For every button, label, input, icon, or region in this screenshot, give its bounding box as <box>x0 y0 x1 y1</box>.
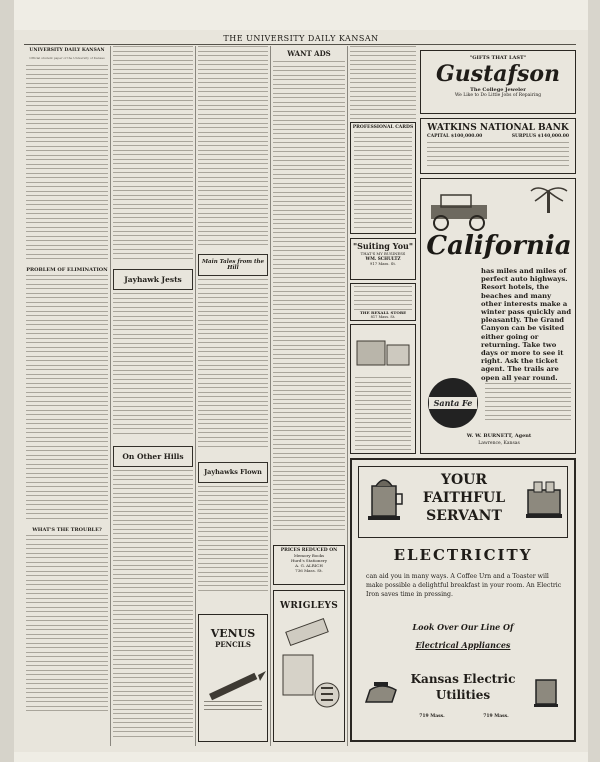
suiting-you-ad <box>350 238 416 280</box>
column-rule-1 <box>110 46 111 746</box>
california-agent: W. W. BURNETT, Agent <box>466 433 532 439</box>
column-rule-2 <box>195 46 196 746</box>
paper-subhead: Official student paper of the University of Kansas <box>29 56 105 60</box>
rexall-title: THE REXALL STORE <box>359 310 407 315</box>
want-ads-body <box>273 61 345 536</box>
california-title: California <box>426 231 572 261</box>
electricity-look: Look Over Our Line Of <box>412 622 514 632</box>
hill-tales-title: Main Tales from the Hill <box>201 259 265 271</box>
column-4-want-ads <box>273 46 345 536</box>
gustafson-name: Gustafson <box>435 61 561 87</box>
watkins-bank-ad <box>420 118 576 174</box>
on-other-hills-title: On Other Hills <box>122 452 184 461</box>
suiting-sub: THAT'S MY BUSINESS <box>360 251 406 256</box>
watkins-capital: CAPITAL $100,000.00 <box>427 134 483 139</box>
staff-box-text <box>26 65 108 265</box>
venus-name: VENUS <box>210 627 256 640</box>
electricity-addr-right: 719 Mass. <box>483 714 509 719</box>
prices-line-1: Memory Books <box>293 553 325 558</box>
jayhawks-flown-title: Jayhawks Flown <box>204 468 262 476</box>
candy-box-illustration <box>353 333 413 373</box>
palm-tree-illustration <box>529 183 569 213</box>
professional-cards-title: PROFESSIONAL CARDS <box>352 125 414 130</box>
masthead-rule <box>24 44 576 45</box>
electricity-company: Kansas Electric <box>410 672 516 686</box>
california-body: has miles and miles of perfect auto highways. Resort hotels, the beaches and many other interests make a winter pass quickly and pleasantly. The Grand Canyon can be visited either going or returning. Take two days or more to see it right. Ask the ticket agent. The trails are open all year round. <box>481 267 572 382</box>
prices-line-2: Hurd's Stationery <box>290 558 328 563</box>
santa-fe-logo-text: Santa Fe <box>433 398 473 408</box>
percolator-icon <box>526 674 566 710</box>
col5-top-body <box>350 46 416 131</box>
gum-pack-illustration <box>275 615 343 725</box>
page-shadow-right <box>588 0 600 762</box>
other-hills-body <box>113 470 193 746</box>
gustafson-tag: "GIFTS THAT LAST" <box>469 55 527 61</box>
professional-cards <box>350 122 416 234</box>
venus-sub: PENCILS <box>215 640 251 649</box>
gustafson-ad <box>420 50 576 114</box>
prices-line-4: 736 Mass. St. <box>295 568 323 573</box>
jests-body <box>113 293 193 443</box>
professional-cards-body <box>351 130 415 230</box>
pencil-illustration <box>200 653 266 723</box>
gustafson-line1: The College Jeweler <box>470 87 526 93</box>
want-ads-title: WANT ADS <box>287 49 331 58</box>
venus-pencils-ad <box>198 614 268 742</box>
column-2 <box>113 46 193 746</box>
toaster-icon <box>522 472 566 532</box>
rexall-addr: 817 Mass. St. <box>370 315 396 319</box>
wrigleys-ad <box>273 590 345 742</box>
electricity-headline: ELECTRICITY <box>393 546 533 564</box>
california-santa-fe-ad <box>420 178 576 454</box>
electricity-line3: SERVANT <box>426 508 502 524</box>
col2-top-body <box>113 46 193 266</box>
prices-line-3: A. G. ALRICH <box>295 563 323 568</box>
second-editorial-body <box>26 535 108 735</box>
candy-ad <box>350 324 416 454</box>
electricity-addr-left: 719 Mass. <box>419 714 445 719</box>
electricity-body: can aid you in many ways. A Coffee Urn and a Toaster will make possible a delightful breakfast in your room. An Electric Iron saves time in pressing. <box>366 573 562 598</box>
col3-top-body <box>198 46 268 251</box>
second-editorial-title: WHAT'S THE TROUBLE? <box>32 526 102 533</box>
electricity-company2: Utilities <box>435 688 491 702</box>
suiting-addr: 917 Mass. St. <box>369 261 397 266</box>
california-city: Lawrence, Kansas <box>478 441 520 446</box>
column-rule-3 <box>270 46 271 746</box>
automobile-illustration <box>425 185 501 235</box>
editorial-title: PROBLEM OF ELIMINATION <box>26 266 108 273</box>
watkins-name: WATKINS NATIONAL BANK <box>427 123 569 133</box>
jayhawk-jests-title: Jayhawk Jests <box>124 275 182 284</box>
coffee-urn-icon <box>362 472 406 532</box>
electricity-line2: FAITHFUL <box>422 490 506 506</box>
rexall-store-ad <box>350 283 416 321</box>
page-shadow-left <box>0 0 14 762</box>
watkins-surplus: SURPLUS $140,000.00 <box>511 134 569 139</box>
santa-fe-logo <box>425 375 481 431</box>
hill-tales-body <box>198 279 268 459</box>
column-1 <box>26 46 108 746</box>
masthead: THE UNIVERSITY DAILY KANSAN <box>223 34 379 43</box>
column-rule-4 <box>347 46 348 746</box>
electricity-appliances: Electrical Appliances <box>415 640 511 650</box>
electric-iron-icon <box>362 674 402 710</box>
prices-title: PRICES REDUCED ON <box>280 548 338 553</box>
wrigleys-name: WRIGLEYS <box>280 601 338 611</box>
paper-name: UNIVERSITY DAILY KANSAN <box>29 48 105 53</box>
prices-reduced-ad <box>273 545 345 585</box>
electricity-line1: YOUR <box>440 472 488 488</box>
gustafson-line2: We Like to Do Little Jobs of Repairing <box>454 93 542 98</box>
flown-body <box>198 486 268 606</box>
electricity-ad <box>350 458 576 742</box>
editorial-body <box>26 275 108 525</box>
santa-fe-body <box>485 383 571 423</box>
suiting-headline: "Suiting You" <box>352 241 414 251</box>
suiting-name: WM. SCHULTZ <box>365 256 401 261</box>
